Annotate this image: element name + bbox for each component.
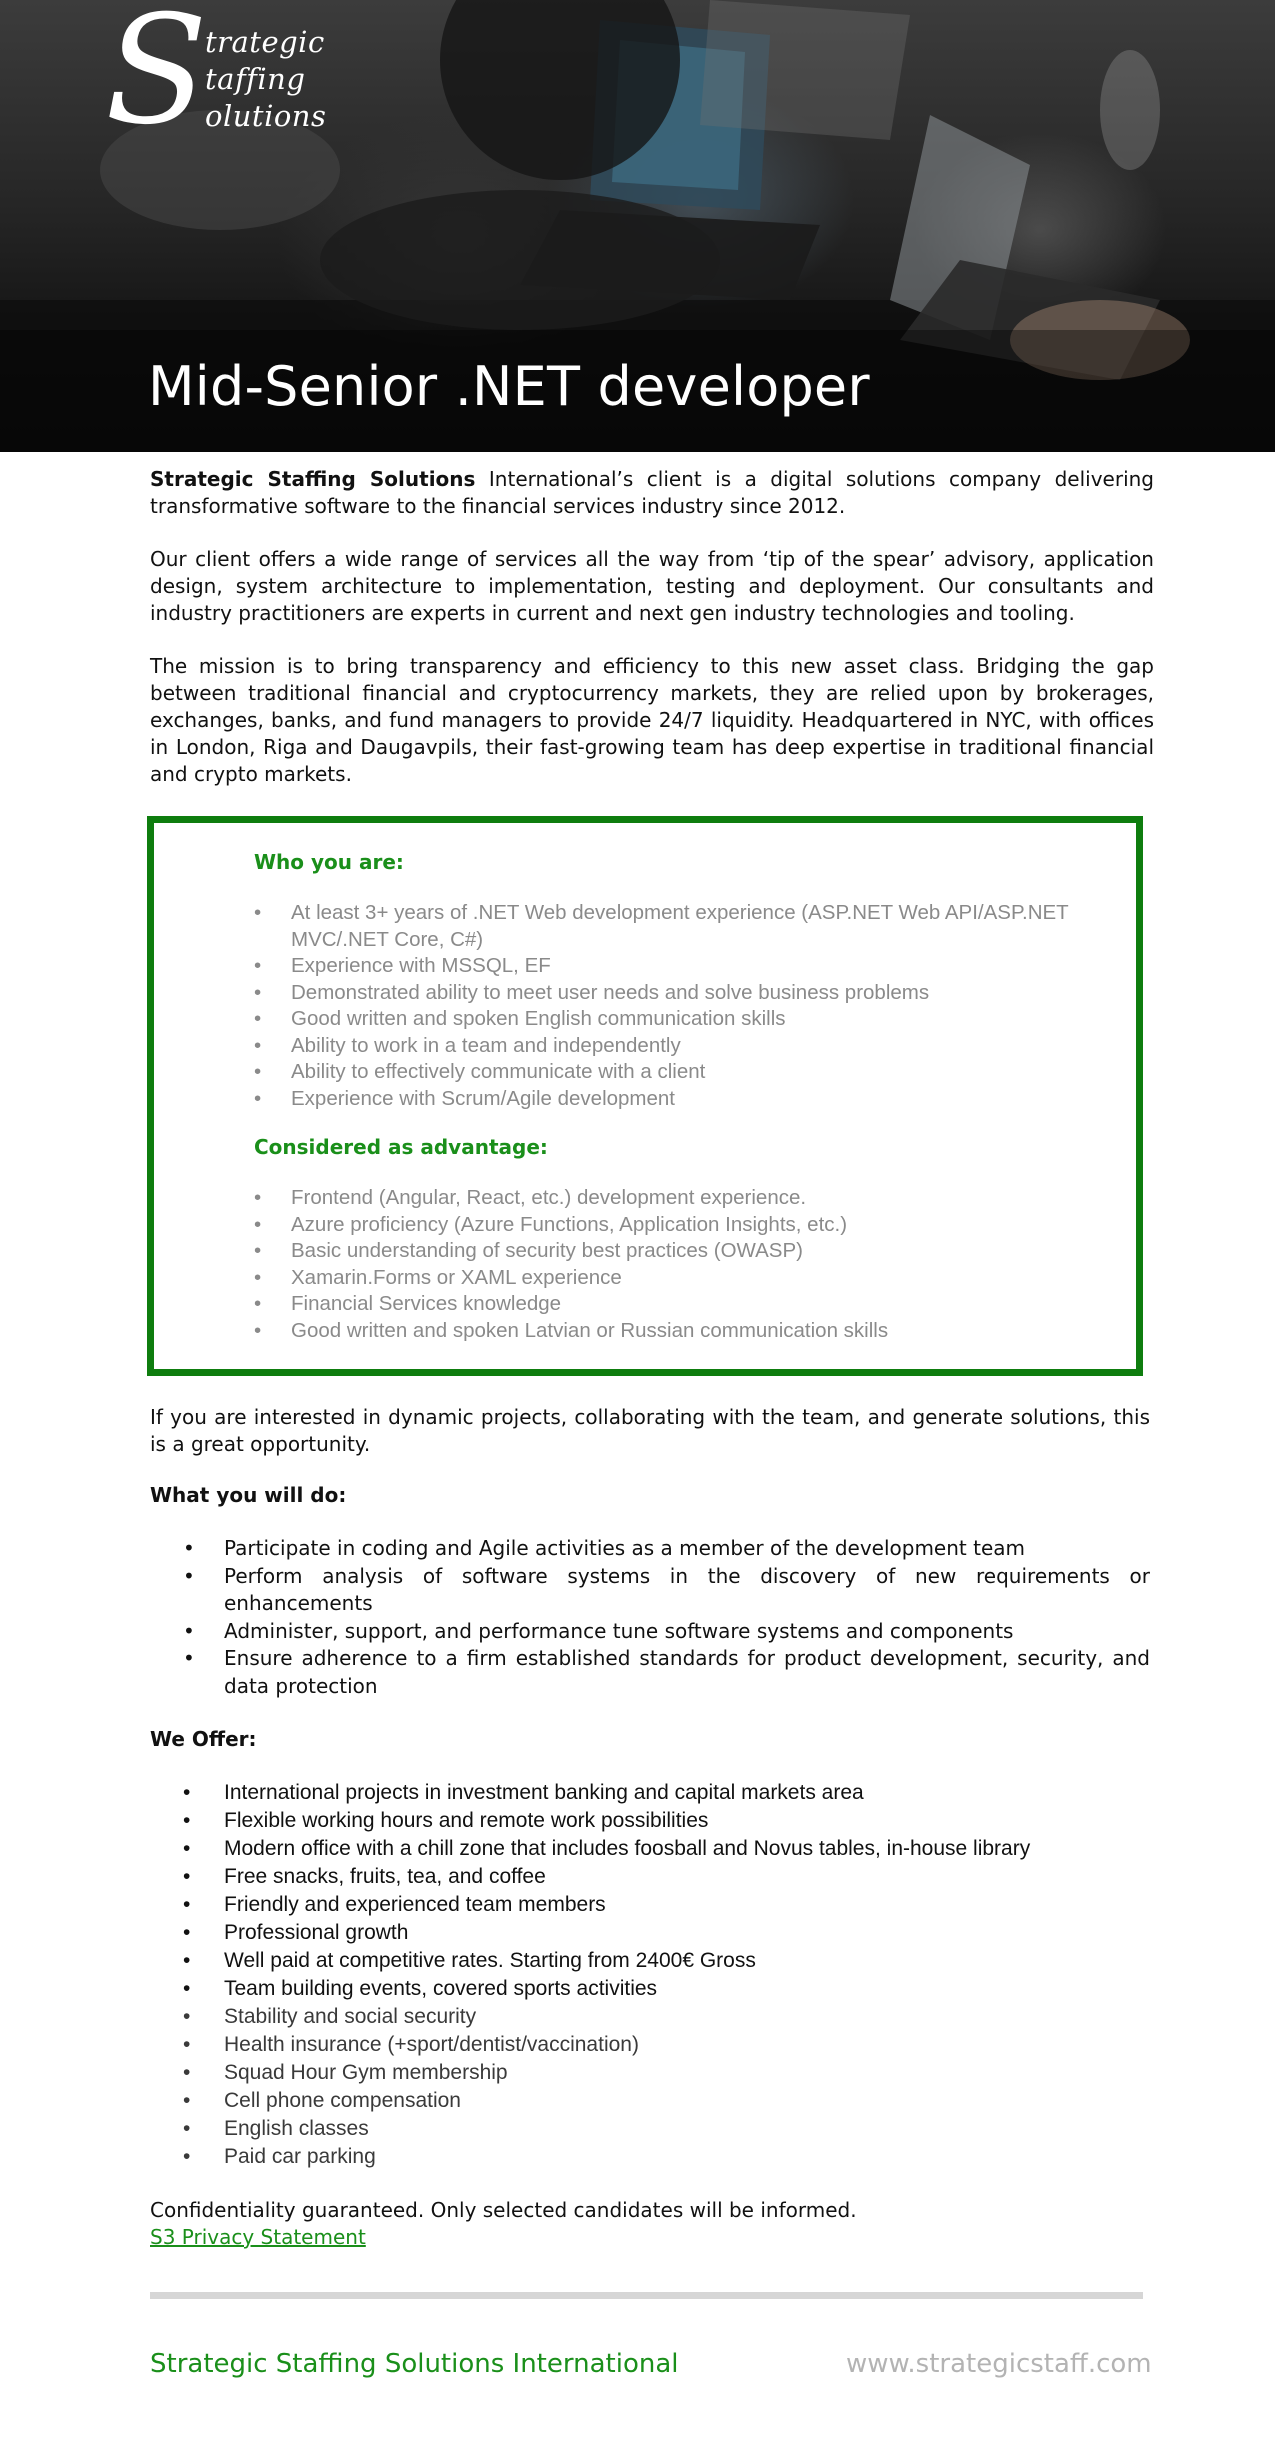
footer-website: www.strategicstaff.com (846, 2349, 1152, 2379)
who-you-are-heading: Who you are: (254, 850, 404, 874)
confidentiality-note: Confidentiality guaranteed. Only selected candidates will be informed. (150, 2198, 857, 2222)
list-item: • Ability to work in a team and independently (254, 1033, 1094, 1060)
list-item: • Cell phone compensation (150, 2087, 1150, 2115)
list-item: • Health insurance (+sport/dentist/vaccination) (150, 2031, 1150, 2059)
list-item: • Modern office with a chill zone that includes foosball and Novus tables, in-house library (150, 1835, 1150, 1863)
list-item: • Azure proficiency (Azure Functions, Application Insights, etc.) (254, 1212, 1094, 1239)
list-item: • Financial Services knowledge (254, 1291, 1094, 1318)
list-item: • Friendly and experienced team members (150, 1891, 1150, 1919)
logo-wordmark (205, 24, 326, 135)
company-logo (105, 0, 335, 158)
list-item: • Free snacks, fruits, tea, and coffee (150, 1863, 1150, 1891)
advantage-heading: Considered as advantage: (254, 1135, 548, 1159)
list-item: • Squad Hour Gym membership (150, 2059, 1150, 2087)
list-item: • Experience with Scrum/Agile development (254, 1086, 1094, 1113)
job-title: Mid-Senior .NET developer (148, 355, 870, 418)
intro-paragraph-1-text: International’s client is a digital solutions company delivering transformative software to the financial services industry since 2012. (150, 467, 1154, 518)
footer-company-name: Strategic Staffing Solutions International (150, 2349, 679, 2379)
requirements-box (147, 816, 1143, 1376)
list-item: • Team building events, covered sports activities (150, 1975, 1150, 2003)
list-item: • Stability and social security (150, 2003, 1150, 2031)
company-name: Strategic Staffing Solutions (150, 467, 476, 491)
logo-word-1: trategic (205, 25, 325, 59)
list-item: • English classes (150, 2115, 1150, 2143)
list-item: • Professional growth (150, 1919, 1150, 1947)
list-item: • Good written and spoken Latvian or Russian communication skills (254, 1318, 1094, 1345)
logo-word-3: olutions (205, 99, 327, 133)
logo-letter: S (105, 0, 208, 158)
footer-divider (150, 2292, 1143, 2299)
list-item: • Flexible working hours and remote work possibilities (150, 1807, 1150, 1835)
list-item: • Administer, support, and performance tune software systems and components (150, 1618, 1150, 1646)
list-item: • Frontend (Angular, React, etc.) development experience. (254, 1185, 1094, 1212)
list-item: • Ensure adherence to a firm established standards for product development, security, and data protection (150, 1645, 1150, 1700)
list-item: • Basic understanding of security best practices (OWASP) (254, 1238, 1094, 1265)
intro-paragraph-1 (150, 466, 1154, 520)
intro-paragraph-3: The mission is to bring transparency and efficiency to this new asset class. Bridging the gap between traditional financial and cryptocurrency markets, they are relied upon by brokerages, exchanges, banks, and fund managers to provide 24/7 liquidity. Headquartered in NYC, with offices in London, Riga and Daugavpils, their fast-growing team has deep expertise in traditional financial and crypto markets. (150, 654, 1154, 786)
list-item: • Xamarin.Forms or XAML experience (254, 1265, 1094, 1292)
list-item: • Paid car parking (150, 2143, 1150, 2171)
list-item: • Perform analysis of software systems in the discovery of new requirements or enhancements (150, 1563, 1150, 1618)
duties-list (150, 1535, 1150, 1700)
interest-paragraph: If you are interested in dynamic projects, collaborating with the team, and generate solutions, this is a great opportunity. (150, 1405, 1150, 1456)
list-item: • At least 3+ years of .NET Web development experience (ASP.NET Web API/ASP.NET MVC/.NET Core, C#) (254, 900, 1094, 953)
logo-word-2: taffing (205, 62, 306, 96)
list-item: • International projects in investment banking and capital markets area (150, 1779, 1150, 1807)
details-section (150, 1404, 1150, 2251)
who-you-are-list (254, 900, 1094, 1112)
intro-paragraph-2: Our client offers a wide range of services all the way from ‘tip of the spear’ advisory, application design, system architecture to implementation, testing and deployment. Our consultants and industry practitioners are experts in current and next gen industry technologies and tooling. (150, 547, 1154, 625)
hero-banner (0, 0, 1275, 452)
what-you-will-do-heading: What you will do: (150, 1483, 347, 1507)
advantage-list (254, 1185, 1094, 1344)
list-item: • Participate in coding and Agile activities as a member of the development team (150, 1535, 1150, 1563)
intro-section (150, 466, 1154, 814)
list-item: • Demonstrated ability to meet user needs and solve business problems (254, 980, 1094, 1007)
offer-list (150, 1779, 1150, 2171)
we-offer-heading: We Offer: (150, 1727, 257, 1751)
list-item: • Well paid at competitive rates. Starting from 2400€ Gross (150, 1947, 1150, 1975)
list-item: • Ability to effectively communicate with a client (254, 1059, 1094, 1086)
list-item: • Good written and spoken English communication skills (254, 1006, 1094, 1033)
privacy-statement-link[interactable]: S3 Privacy Statement (150, 2225, 366, 2249)
list-item: • Experience with MSSQL, EF (254, 953, 1094, 980)
